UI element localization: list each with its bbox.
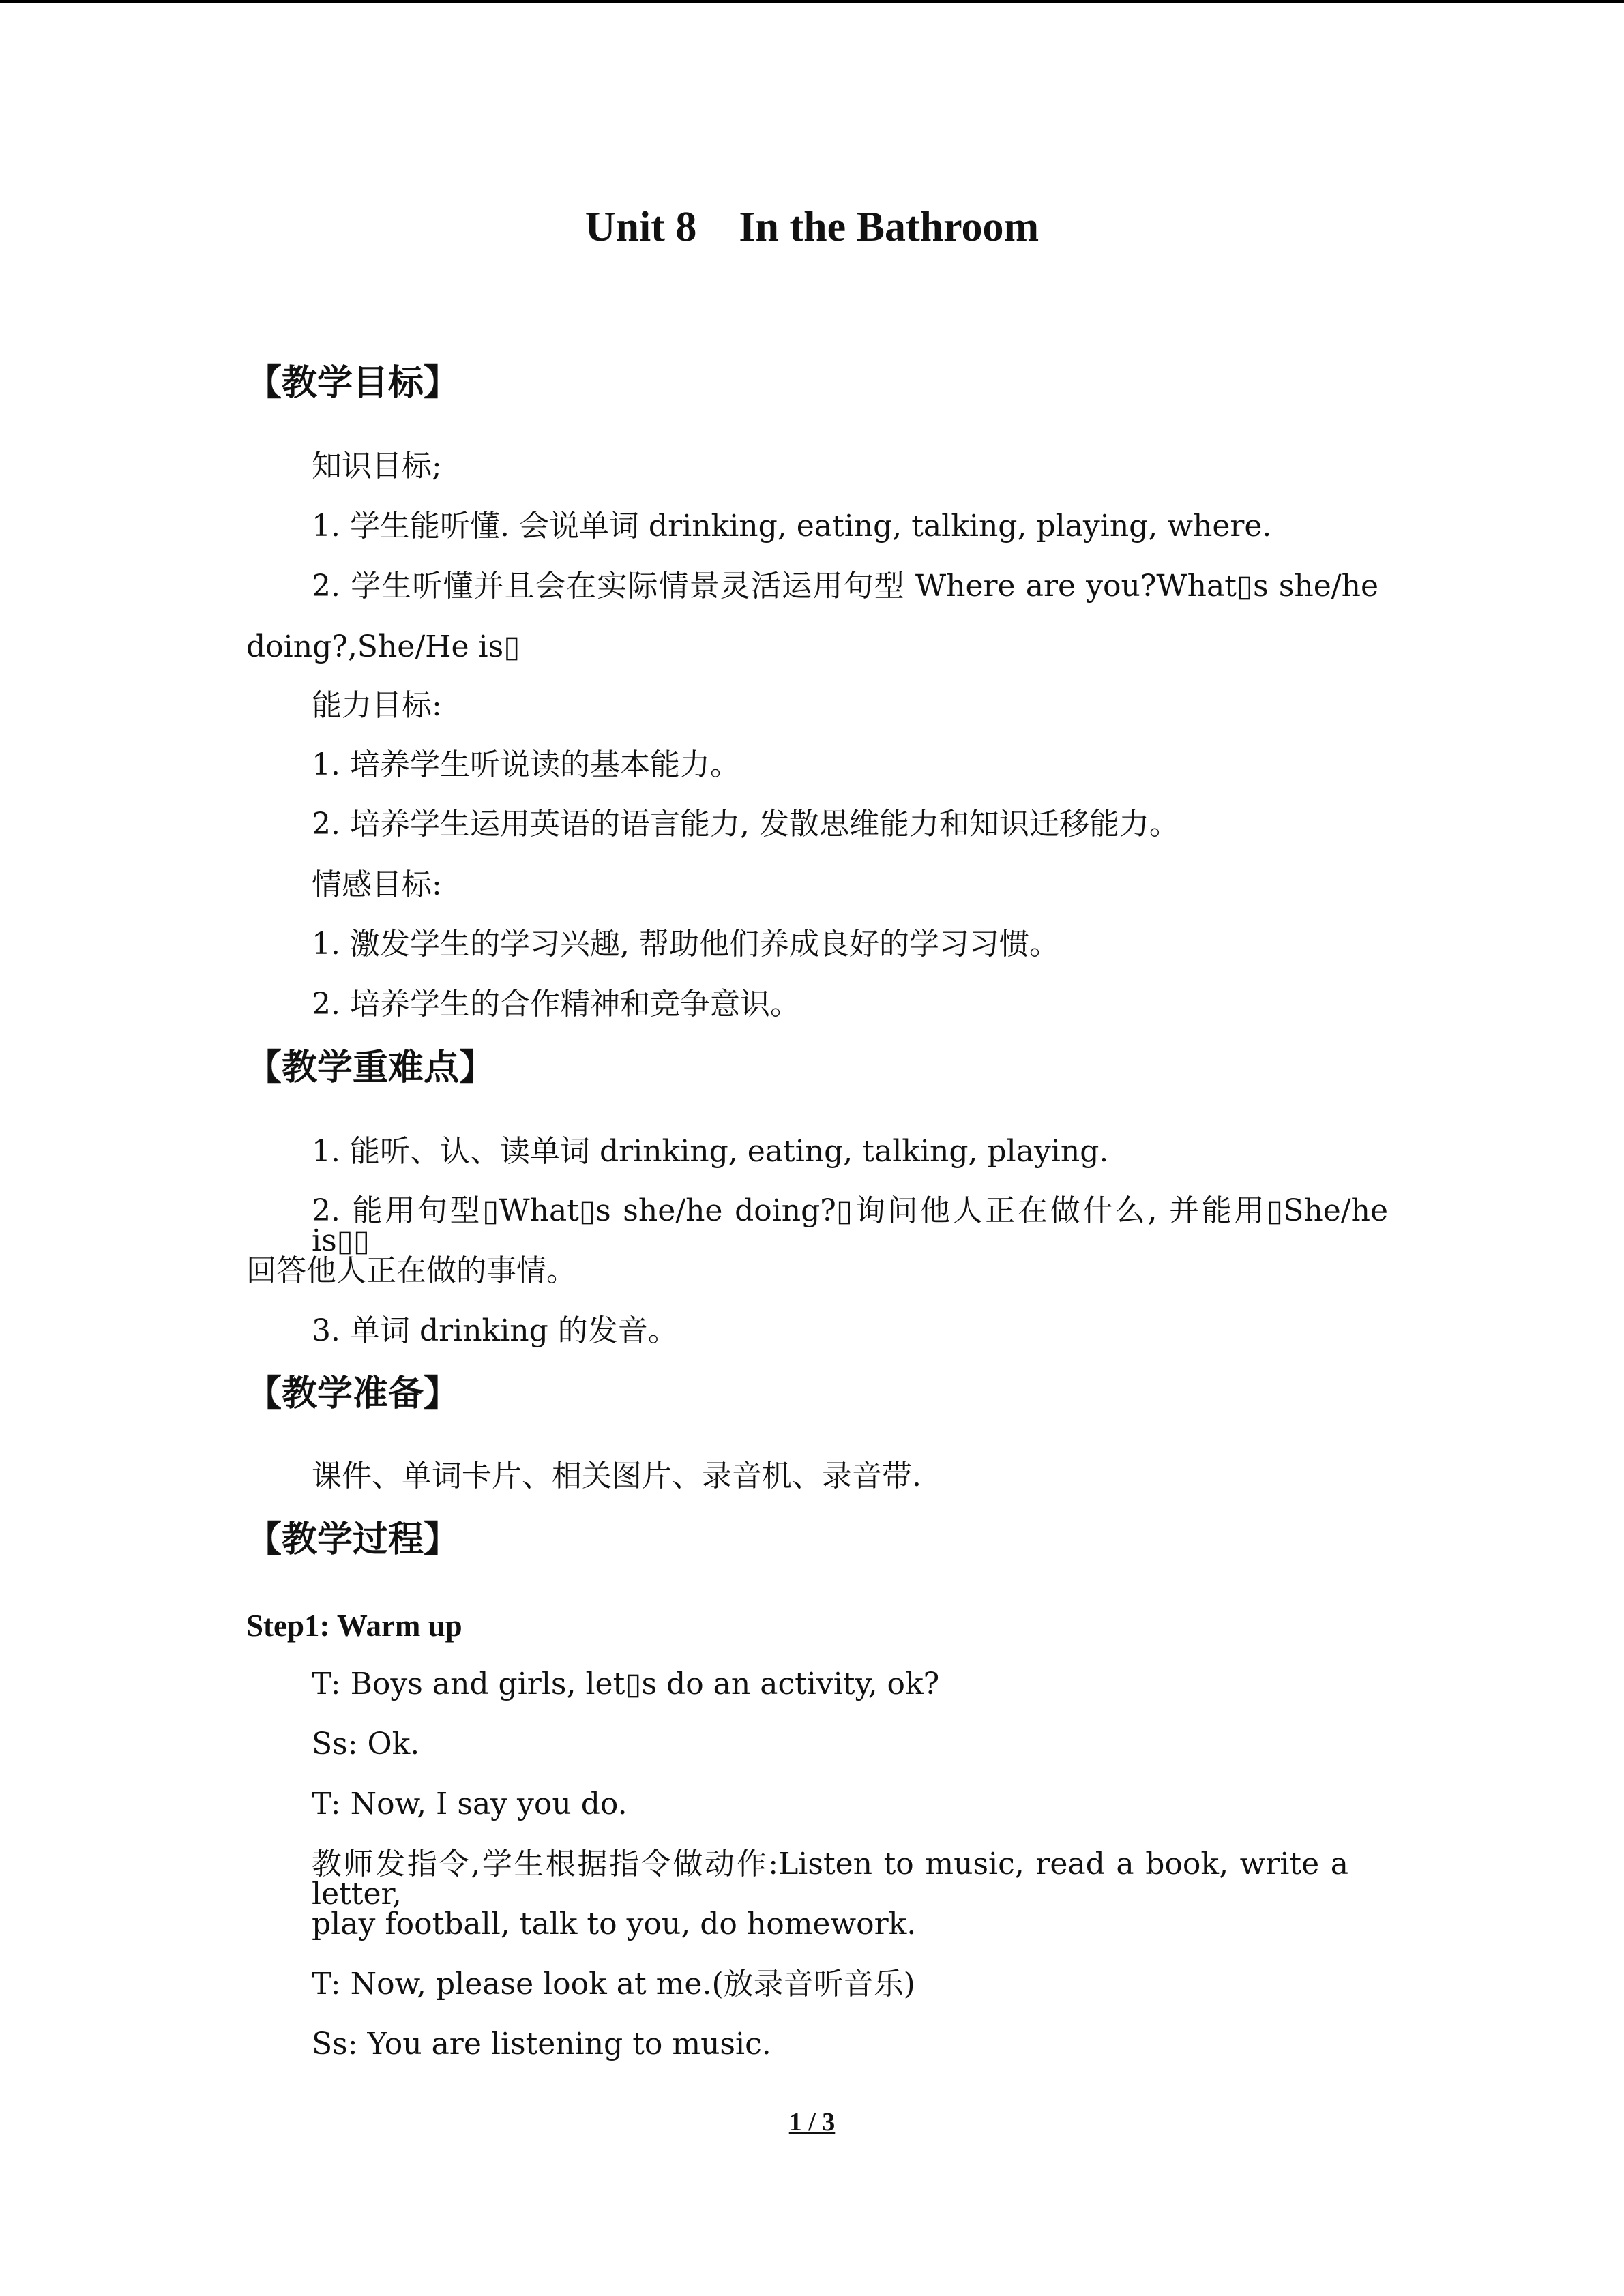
section-heading-process: 【教学过程】	[246, 1519, 460, 1560]
dialogue-line: T: Now, I say you do.	[312, 1787, 628, 1821]
ability-objective-label: 能力目标:	[312, 688, 442, 723]
document-title: Unit 8 In the Bathroom	[585, 204, 1039, 250]
knowledge-objective-label: 知识目标;	[312, 449, 442, 483]
emotion-objective-item: 2. 培养学生的合作精神和竞争意识。	[312, 987, 800, 1022]
instruction-line: 教师发指令,学生根据指令做动作:Listen to music, read a book, write a letter,	[312, 1847, 1348, 1911]
ability-objective-item: 2. 培养学生运用英语的语言能力, 发散思维能力和知识迁移能力。	[312, 807, 1179, 841]
page-indicator: 1 / 3	[788, 2108, 836, 2136]
key-point-item: 1. 能听、认、读单词 drinking, eating, talking, playing.	[312, 1134, 1109, 1169]
section-heading-objectives: 【教学目标】	[246, 362, 460, 404]
instruction-line-continued: play football, talk to you, do homework.	[312, 1907, 917, 1941]
ability-objective-item: 1. 培养学生听说读的基本能力。	[312, 747, 740, 782]
step-title: Step1: Warm up	[246, 1609, 462, 1643]
key-point-item: 3. 单词 drinking 的发音。	[312, 1313, 678, 1348]
section-heading-preparation: 【教学准备】	[246, 1373, 460, 1414]
dialogue-line: T: Now, please look at me.(放录音听音乐)	[312, 1967, 915, 2001]
key-point-item: 2. 能用句型▯What▯s she/he doing?▯询问他人正在做什么, 并能用▯She/he is▯▯	[312, 1193, 1388, 1258]
knowledge-objective-item: 2. 学生听懂并且会在实际情景灵活运用句型 Where are you?What▯s she/he	[312, 569, 1378, 603]
knowledge-objective-item: 1. 学生能听懂. 会说单词 drinking, eating, talking, playing, where.	[312, 509, 1272, 543]
dialogue-line: T: Boys and girls, let▯s do an activity, ok?	[312, 1667, 940, 1701]
knowledge-objective-item-continued: doing?,She/He is▯	[246, 629, 520, 664]
section-heading-key-points: 【教学重难点】	[246, 1047, 495, 1088]
dialogue-line: Ss: You are listening to music.	[312, 2027, 771, 2061]
key-point-item-continued: 回答他人正在做的事情。	[246, 1253, 576, 1288]
preparation-text: 课件、单词卡片、相关图片、录音机、录音带.	[312, 1459, 921, 1493]
emotion-objective-item: 1. 激发学生的学习兴趣, 帮助他们养成良好的学习习惯。	[312, 927, 1059, 961]
top-border-line	[0, 0, 1624, 3]
emotion-objective-label: 情感目标:	[312, 867, 442, 902]
dialogue-line: Ss: Ok.	[312, 1727, 420, 1761]
